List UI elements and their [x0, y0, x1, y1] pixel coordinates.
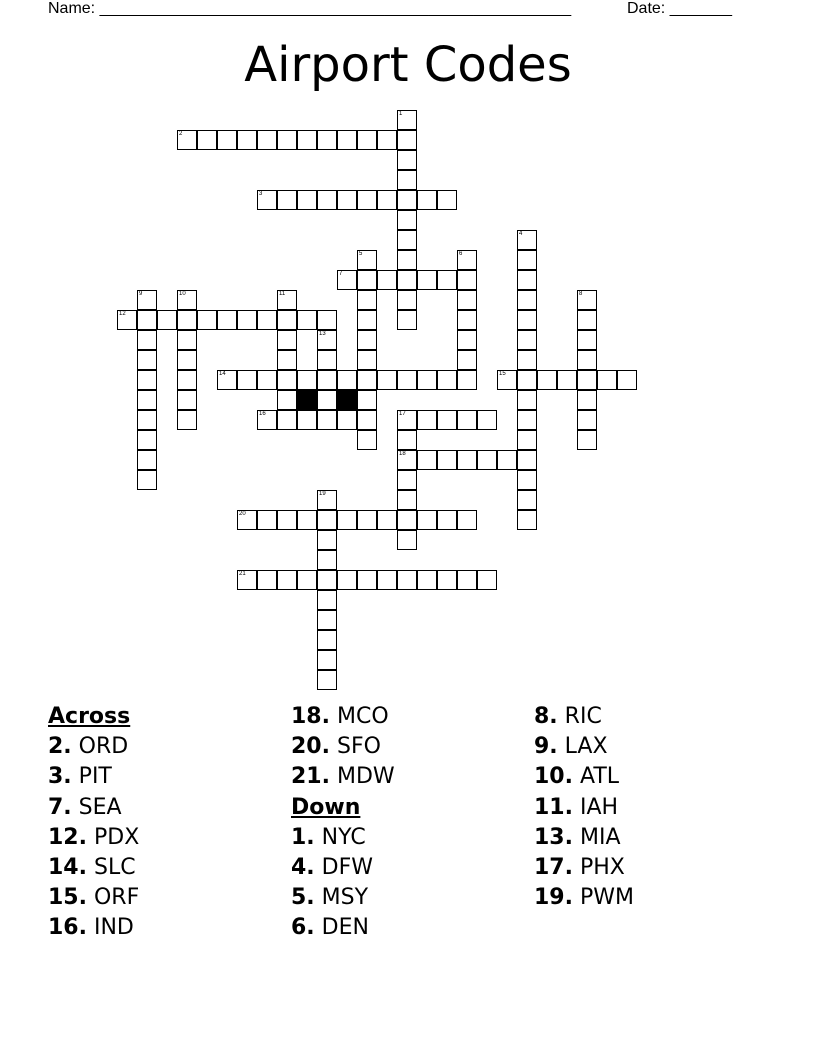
cell-number: 6	[459, 251, 463, 257]
grid-cell[interactable]	[357, 190, 377, 210]
grid-cell[interactable]	[137, 330, 157, 350]
grid-cell[interactable]	[437, 370, 457, 390]
clue-down-1: 1. NYC	[291, 824, 366, 850]
clue-across-20: 20. SFO	[291, 734, 381, 760]
grid-cell[interactable]	[137, 350, 157, 370]
grid-cell[interactable]	[397, 270, 417, 290]
grid-cell[interactable]	[277, 510, 297, 530]
grid-cell[interactable]	[517, 370, 537, 390]
grid-cell[interactable]	[397, 430, 417, 450]
across-heading: Across	[48, 704, 131, 729]
grid-cell[interactable]	[397, 190, 417, 210]
grid-cell[interactable]	[137, 470, 157, 490]
grid-cell[interactable]	[517, 270, 537, 290]
grid-cell[interactable]	[557, 370, 577, 390]
grid-cell[interactable]	[517, 290, 537, 310]
grid-cell[interactable]	[277, 350, 297, 370]
grid-cell[interactable]	[377, 270, 397, 290]
grid-cell[interactable]	[417, 370, 437, 390]
grid-cell[interactable]	[237, 370, 257, 390]
grid-cell[interactable]	[337, 130, 357, 150]
grid-cell[interactable]	[237, 570, 257, 590]
grid-cell[interactable]	[237, 510, 257, 530]
cell-number: 13	[319, 331, 326, 337]
grid-cell[interactable]	[317, 350, 337, 370]
clue-across-15: 15. ORF	[48, 885, 140, 911]
grid-cell[interactable]	[357, 430, 377, 450]
grid-cell[interactable]	[377, 130, 397, 150]
grid-cell[interactable]	[357, 570, 377, 590]
grid-cell[interactable]	[497, 450, 517, 470]
grid-cell[interactable]	[277, 410, 297, 430]
grid-cell[interactable]	[437, 410, 457, 430]
clue-across-21: 21. MDW	[291, 764, 395, 790]
grid-cell[interactable]	[277, 330, 297, 350]
grid-cell[interactable]	[517, 250, 537, 270]
grid-cell[interactable]	[517, 230, 537, 250]
cell-number: 16	[259, 411, 266, 417]
grid-cell[interactable]	[517, 450, 537, 470]
grid-cell[interactable]	[537, 370, 557, 390]
grid-cell[interactable]	[357, 390, 377, 410]
grid-cell[interactable]	[117, 310, 137, 330]
grid-cell[interactable]	[577, 310, 597, 330]
grid-cell[interactable]	[577, 330, 597, 350]
grid-cell[interactable]	[337, 410, 357, 430]
grid-cell[interactable]	[397, 310, 417, 330]
grid-cell[interactable]	[357, 270, 377, 290]
grid-cell[interactable]	[337, 510, 357, 530]
grid-cell[interactable]	[397, 230, 417, 250]
grid-cell[interactable]	[457, 290, 477, 310]
grid-cell[interactable]	[397, 130, 417, 150]
grid-cell[interactable]	[417, 270, 437, 290]
grid-cell[interactable]	[517, 470, 537, 490]
grid-cell[interactable]	[317, 510, 337, 530]
grid-cell[interactable]	[437, 570, 457, 590]
clue-column-3	[534, 702, 634, 913]
grid-cell[interactable]	[177, 310, 197, 330]
grid-cell[interactable]	[137, 310, 157, 330]
grid-cell[interactable]	[577, 410, 597, 430]
grid-cell[interactable]	[397, 250, 417, 270]
clue-down-4: 4. DFW	[291, 855, 374, 881]
grid-cell[interactable]	[517, 490, 537, 510]
grid-cell[interactable]	[137, 290, 157, 310]
grid-cell[interactable]	[237, 310, 257, 330]
grid-cell[interactable]	[317, 490, 337, 510]
grid-cell[interactable]	[377, 570, 397, 590]
grid-cell[interactable]	[337, 570, 357, 590]
grid-cell[interactable]	[357, 290, 377, 310]
grid-cell[interactable]	[137, 430, 157, 450]
grid-cell[interactable]	[377, 190, 397, 210]
grid-cell[interactable]	[317, 590, 337, 610]
cell-number: 8	[579, 291, 583, 297]
clue-down-11: 11. IAH	[534, 794, 619, 820]
grid-cell[interactable]	[397, 450, 417, 470]
grid-cell[interactable]	[577, 290, 597, 310]
grid-cell[interactable]	[577, 350, 597, 370]
grid-cell[interactable]	[297, 190, 317, 210]
grid-cell[interactable]	[517, 310, 537, 330]
grid-cell[interactable]	[377, 510, 397, 530]
grid-cell[interactable]	[397, 410, 417, 430]
grid-cell[interactable]	[357, 250, 377, 270]
grid-cell[interactable]	[577, 430, 597, 450]
cell-number: 4	[519, 231, 523, 237]
clue-down-17: 17. PHX	[534, 855, 625, 881]
grid-cell[interactable]	[397, 150, 417, 170]
clue-across-16: 16. IND	[48, 915, 134, 941]
grid-cell[interactable]	[517, 410, 537, 430]
grid-cell[interactable]	[257, 510, 277, 530]
cell-number: 10	[179, 291, 186, 297]
grid-cell[interactable]	[177, 130, 197, 150]
grid-cell[interactable]	[357, 410, 377, 430]
grid-cell[interactable]	[317, 130, 337, 150]
page-title: Airport Codes	[244, 37, 572, 93]
grid-cell[interactable]	[357, 310, 377, 330]
grid-cell[interactable]	[457, 450, 477, 470]
grid-cell[interactable]	[177, 370, 197, 390]
clue-down-19: 19. PWM	[534, 885, 634, 911]
grid-cell[interactable]	[317, 530, 337, 550]
grid-cell[interactable]	[597, 370, 617, 390]
grid-cell[interactable]	[517, 430, 537, 450]
grid-cell[interactable]	[297, 310, 317, 330]
grid-cell[interactable]	[277, 570, 297, 590]
clue-down-10: 10. ATL	[534, 764, 620, 790]
clue-across-7: 7. SEA	[48, 794, 122, 820]
grid-cell[interactable]	[297, 510, 317, 530]
clue-across-3: 3. PIT	[48, 764, 112, 790]
clue-down-13: 13. MIA	[534, 824, 621, 850]
grid-cell[interactable]	[137, 410, 157, 430]
grid-cell[interactable]	[177, 410, 197, 430]
grid-cell[interactable]	[297, 130, 317, 150]
grid-cell[interactable]	[437, 190, 457, 210]
cell-number: 15	[499, 371, 506, 377]
name-label: Name:	[48, 0, 96, 17]
grid-cell[interactable]	[417, 190, 437, 210]
grid-cell[interactable]	[297, 370, 317, 390]
grid-cell[interactable]	[317, 610, 337, 630]
down-heading: Down	[291, 794, 361, 820]
grid-cell[interactable]	[457, 570, 477, 590]
grid-cell[interactable]	[217, 310, 237, 330]
cell-number: 14	[219, 371, 226, 377]
cell-number: 3	[259, 191, 263, 197]
grid-cell[interactable]	[357, 370, 377, 390]
grid-cell[interactable]	[177, 330, 197, 350]
grid-cell[interactable]	[397, 370, 417, 390]
grid-cell[interactable]	[197, 130, 217, 150]
grid-cell[interactable]	[317, 570, 337, 590]
grid-cell[interactable]	[277, 130, 297, 150]
grid-cell[interactable]	[277, 190, 297, 210]
grid-cell[interactable]	[477, 410, 497, 430]
grid-cell[interactable]	[337, 190, 357, 210]
grid-cell[interactable]	[477, 570, 497, 590]
grid-cell[interactable]	[177, 390, 197, 410]
grid-cell[interactable]	[397, 210, 417, 230]
grid-cell[interactable]	[317, 410, 337, 430]
name-blank[interactable]: _____________________________________________________	[99, 0, 572, 17]
grid-cell[interactable]	[277, 290, 297, 310]
clue-down-5: 5. MSY	[291, 885, 369, 911]
clue-across-2: 2. ORD	[48, 734, 129, 760]
grid-cell[interactable]	[517, 390, 537, 410]
grid-cell[interactable]	[137, 370, 157, 390]
grid-cell[interactable]	[517, 330, 537, 350]
cell-number: 5	[359, 251, 363, 257]
cell-number: 21	[239, 571, 246, 577]
grid-cell[interactable]	[237, 130, 257, 150]
grid-cell[interactable]	[297, 410, 317, 430]
clue-down-9: 9. LAX	[534, 734, 608, 760]
grid-cell[interactable]	[337, 270, 357, 290]
cell-number: 9	[139, 291, 143, 297]
grid-cell[interactable]	[457, 410, 477, 430]
grid-cell[interactable]	[317, 550, 337, 570]
clue-across-18: 18. MCO	[291, 704, 389, 729]
grid-cell[interactable]	[457, 270, 477, 290]
black-cell	[337, 390, 357, 410]
grid-cell[interactable]	[297, 570, 317, 590]
clue-column-1	[48, 702, 139, 944]
grid-cell[interactable]	[277, 310, 297, 330]
grid-cell[interactable]	[397, 510, 417, 530]
cell-number: 18	[399, 451, 406, 457]
clue-across-12: 12. PDX	[48, 824, 140, 850]
grid-cell[interactable]	[317, 650, 337, 670]
grid-cell[interactable]	[517, 510, 537, 530]
grid-cell[interactable]	[137, 390, 157, 410]
grid-cell[interactable]	[357, 130, 377, 150]
grid-cell[interactable]	[477, 450, 497, 470]
grid-cell[interactable]	[457, 250, 477, 270]
grid-cell[interactable]	[137, 450, 157, 470]
grid-cell[interactable]	[457, 370, 477, 390]
grid-cell[interactable]	[417, 510, 437, 530]
grid-cell[interactable]	[317, 390, 337, 410]
grid-cell[interactable]	[377, 370, 397, 390]
grid-cell[interactable]	[357, 350, 377, 370]
grid-cell[interactable]	[157, 310, 177, 330]
black-cell	[297, 390, 317, 410]
cell-number: 11	[279, 291, 286, 297]
grid-cell[interactable]	[397, 110, 417, 130]
cell-number: 2	[179, 131, 183, 137]
grid-cell[interactable]	[277, 390, 297, 410]
cell-number: 1	[399, 111, 403, 117]
grid-cell[interactable]	[417, 450, 437, 470]
grid-cell[interactable]	[257, 410, 277, 430]
grid-cell[interactable]	[357, 510, 377, 530]
grid-cell[interactable]	[397, 490, 417, 510]
clue-column-2	[291, 702, 395, 944]
grid-cell[interactable]	[577, 370, 597, 390]
date-label: Date:	[627, 0, 666, 17]
grid-cell[interactable]	[217, 130, 237, 150]
grid-cell[interactable]	[257, 570, 277, 590]
grid-cell[interactable]	[517, 350, 537, 370]
grid-cell[interactable]	[317, 310, 337, 330]
grid-cell[interactable]	[437, 450, 457, 470]
grid-cell[interactable]	[257, 130, 277, 150]
grid-cell[interactable]	[257, 370, 277, 390]
grid-cell[interactable]	[357, 330, 377, 350]
date-blank[interactable]: _______	[669, 0, 732, 17]
grid-cell[interactable]	[197, 310, 217, 330]
grid-cell[interactable]	[257, 310, 277, 330]
grid-cell[interactable]	[177, 290, 197, 310]
grid-cell[interactable]	[277, 370, 297, 390]
grid-cell[interactable]	[457, 310, 477, 330]
grid-cell[interactable]	[397, 530, 417, 550]
grid-cell[interactable]	[397, 170, 417, 190]
grid-cell[interactable]	[437, 510, 457, 530]
cell-number: 19	[319, 491, 326, 497]
grid-cell[interactable]	[317, 370, 337, 390]
clue-across-14: 14. SLC	[48, 855, 136, 881]
grid-cell[interactable]	[617, 370, 637, 390]
grid-cell[interactable]	[457, 330, 477, 350]
grid-cell[interactable]	[397, 290, 417, 310]
grid-cell[interactable]	[317, 330, 337, 350]
cell-number: 12	[119, 311, 126, 317]
grid-cell[interactable]	[217, 370, 237, 390]
grid-cell[interactable]	[497, 370, 517, 390]
grid-cell[interactable]	[337, 370, 357, 390]
clue-down-8: 8. RIC	[534, 704, 602, 729]
grid-cell[interactable]	[397, 570, 417, 590]
cell-number: 17	[399, 411, 406, 417]
cell-number: 7	[339, 271, 343, 277]
grid-cell[interactable]	[437, 270, 457, 290]
grid-cell[interactable]	[317, 190, 337, 210]
grid-cell[interactable]	[457, 350, 477, 370]
cell-number: 20	[239, 511, 246, 517]
grid-cell[interactable]	[457, 510, 477, 530]
grid-cell[interactable]	[397, 470, 417, 490]
grid-cell[interactable]	[177, 350, 197, 370]
grid-cell[interactable]	[417, 570, 437, 590]
grid-cell[interactable]	[417, 410, 437, 430]
grid-cell[interactable]	[317, 630, 337, 650]
grid-cell[interactable]	[257, 190, 277, 210]
grid-cell[interactable]	[577, 390, 597, 410]
clue-down-6: 6. DEN	[291, 915, 369, 941]
grid-cell[interactable]	[317, 670, 337, 690]
